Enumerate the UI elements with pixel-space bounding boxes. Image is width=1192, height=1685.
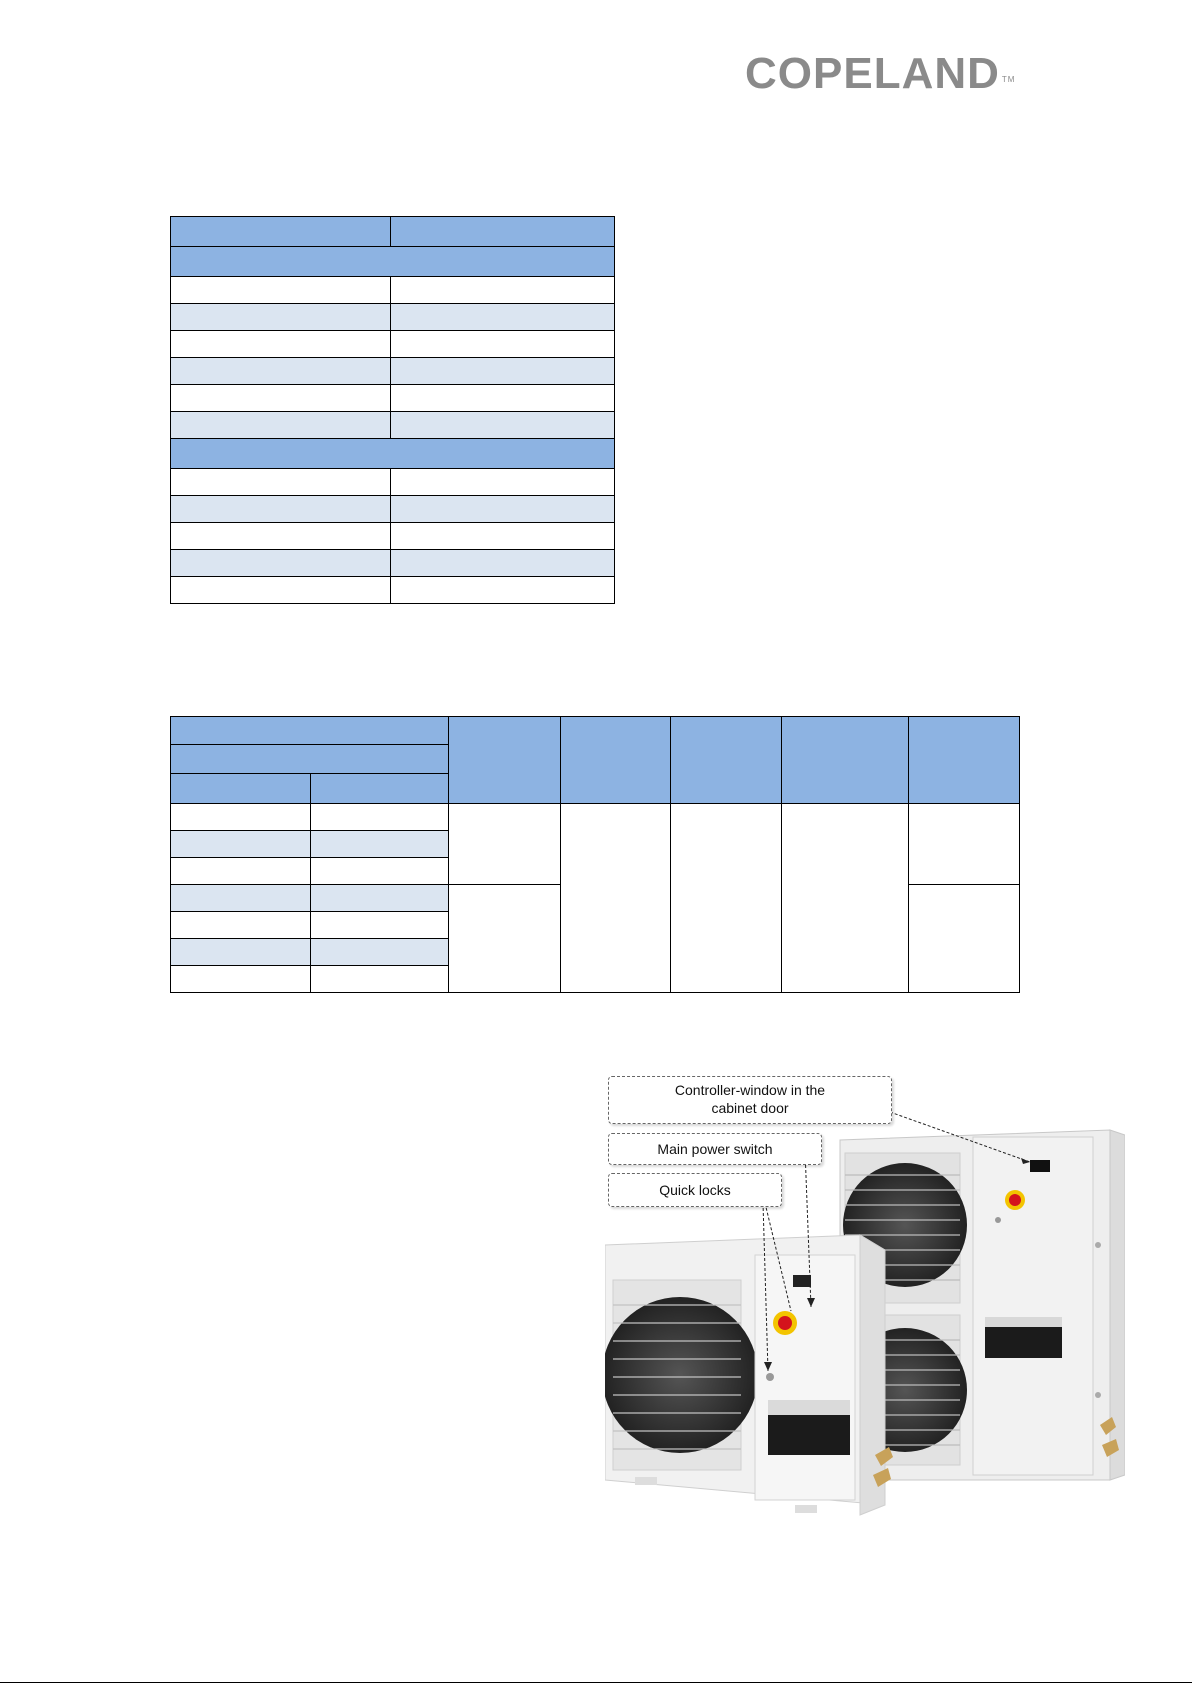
table-cell	[171, 469, 391, 496]
table-cell	[391, 523, 615, 550]
table-row	[171, 331, 615, 358]
copeland-logo	[745, 48, 1045, 100]
table-cell	[171, 277, 391, 304]
table-cell	[171, 939, 311, 966]
table-header-cell	[171, 717, 449, 745]
table-header-cell	[391, 217, 615, 247]
table-header-cell	[782, 717, 909, 804]
table-header-cell	[311, 774, 449, 804]
table-cell	[671, 804, 782, 993]
table-cell	[311, 858, 449, 885]
table-header-cell	[171, 217, 391, 247]
table-cell	[561, 804, 671, 993]
table-row	[171, 277, 615, 304]
section-header-row	[171, 439, 615, 469]
table-cell	[311, 885, 449, 912]
callout-controller-line1: Controller-window in the	[674, 1082, 826, 1098]
table-cell	[311, 939, 449, 966]
table-cell	[391, 412, 615, 439]
table-cell	[391, 496, 615, 523]
table-cell	[391, 358, 615, 385]
table-cell	[171, 496, 391, 523]
table-cell	[782, 804, 909, 993]
table-cell	[311, 966, 449, 993]
callout-controller-window	[608, 1076, 892, 1124]
spec-table-2	[170, 716, 1020, 993]
table-row	[171, 577, 615, 604]
table-cell	[171, 912, 311, 939]
table-cell	[909, 804, 1020, 885]
section-header-cell	[171, 439, 615, 469]
quick-lock-icon	[766, 1373, 774, 1381]
table-header-cell	[171, 745, 449, 774]
table-cell	[171, 966, 311, 993]
table-row	[171, 804, 1020, 831]
table-header-cell	[561, 717, 671, 804]
table-row	[171, 469, 615, 496]
table-cell	[171, 412, 391, 439]
table-cell	[171, 804, 311, 831]
table-header-row	[171, 217, 615, 247]
table-cell	[171, 358, 391, 385]
table-cell	[449, 885, 561, 993]
table-header-cell	[671, 717, 782, 804]
table-cell	[171, 523, 391, 550]
table-cell	[171, 858, 311, 885]
spec-table-1	[170, 216, 615, 604]
table-cell	[171, 331, 391, 358]
table-cell	[391, 469, 615, 496]
table-cell	[171, 304, 391, 331]
logo-trademark: TM	[1001, 75, 1016, 84]
table-cell	[311, 804, 449, 831]
table-header-row	[171, 717, 1020, 745]
table-row	[171, 358, 615, 385]
table-cell	[391, 550, 615, 577]
table-row	[171, 523, 615, 550]
table-cell	[909, 885, 1020, 993]
table-row	[171, 385, 615, 412]
table-header-cell	[171, 774, 311, 804]
table-cell	[391, 331, 615, 358]
table-cell	[391, 304, 615, 331]
table-cell	[171, 550, 391, 577]
table-cell	[171, 577, 391, 604]
table-cell	[311, 912, 449, 939]
logo-text: COPELAND	[745, 49, 1000, 98]
table-row	[171, 304, 615, 331]
table-cell	[391, 385, 615, 412]
table-cell	[171, 831, 311, 858]
callout-quick-locks: Quick locks	[608, 1173, 782, 1207]
table-cell	[311, 831, 449, 858]
section-header-row	[171, 247, 615, 277]
controller-window	[1030, 1160, 1050, 1172]
table-cell	[171, 885, 311, 912]
footer-divider	[0, 1682, 1192, 1683]
callout-main-power-switch: Main power switch	[608, 1133, 822, 1165]
table-row	[171, 496, 615, 523]
callout-controller-line2: cabinet door	[711, 1100, 789, 1116]
table-row	[171, 550, 615, 577]
table-cell	[171, 385, 391, 412]
table-cell	[449, 804, 561, 885]
table-header-cell	[909, 717, 1020, 804]
table-cell	[391, 577, 615, 604]
small-condensing-unit	[605, 1235, 893, 1515]
table-cell	[391, 277, 615, 304]
section-header-cell	[171, 247, 615, 277]
table-header-cell	[449, 717, 561, 804]
table-row	[171, 412, 615, 439]
